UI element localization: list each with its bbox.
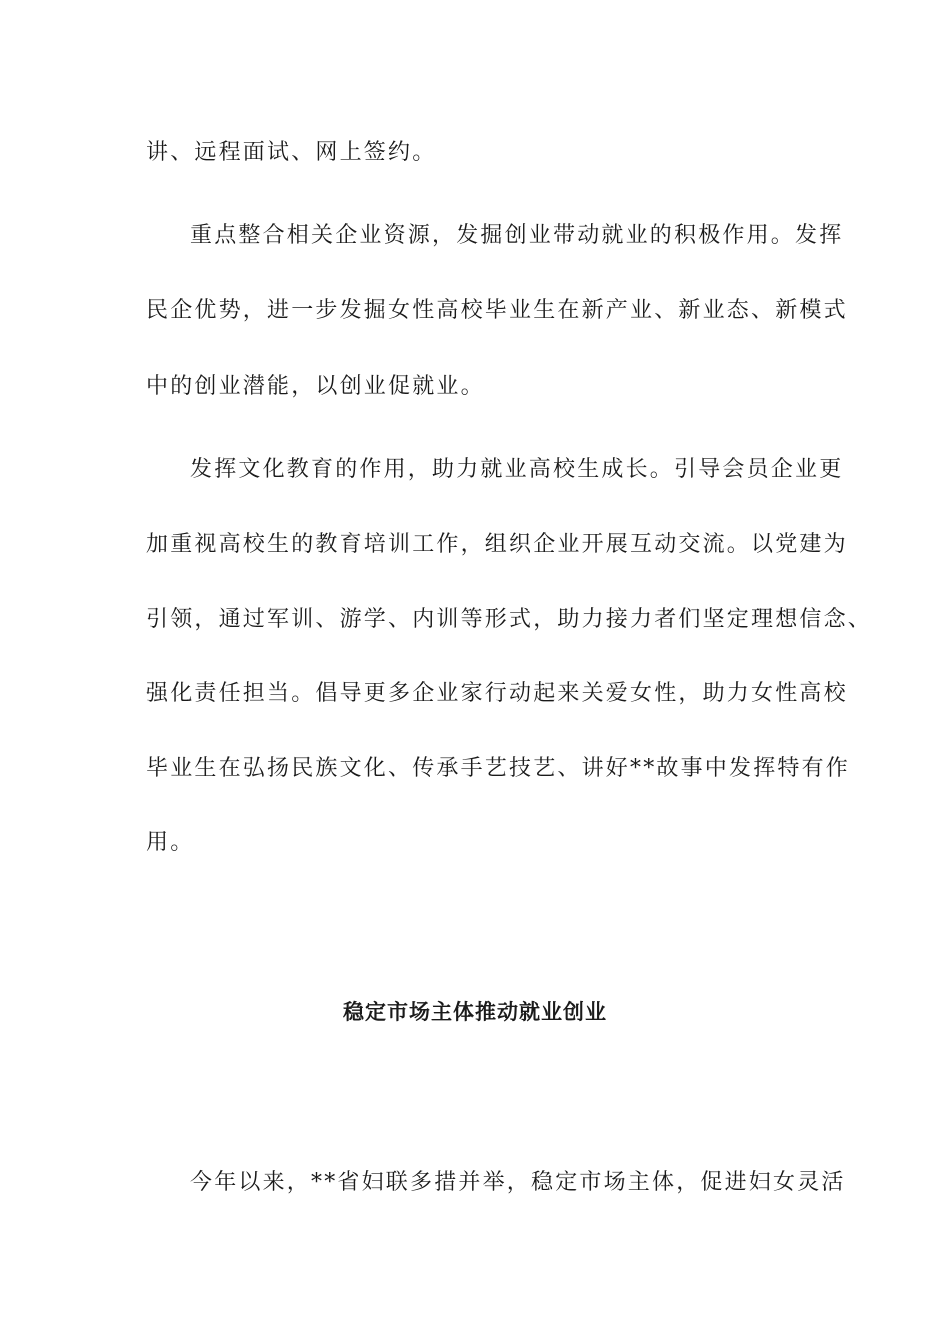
paragraph-3-line-1: 发挥文化教育的作用，助力就业高校生成长。引导会员企业更 xyxy=(190,457,844,482)
paragraph-4-line-1: 今年以来，**省妇联多措并举，稳定市场主体，促进妇女灵活 xyxy=(190,1170,846,1195)
paragraph-3-line-2: 加重视高校生的教育培训工作，组织企业开展互动交流。以党建为 xyxy=(146,532,848,557)
paragraph-2-line-2: 民企优势，进一步发掘女性高校毕业生在新产业、新业态、新模式 xyxy=(146,298,848,323)
paragraph-3-line-6: 用。 xyxy=(146,830,195,855)
paragraph-2-line-3: 中的创业潜能，以创业促就业。 xyxy=(146,374,485,399)
paragraph-2-line-1: 重点整合相关企业资源，发掘创业带动就业的积极作用。发挥 xyxy=(190,223,844,248)
section-heading: 稳定市场主体推动就业创业 xyxy=(343,1000,607,1024)
paragraph-3-line-4: 强化责任担当。倡导更多企业家行动起来关爱女性，助力女性高校 xyxy=(146,681,848,706)
paragraph-1-line-1: 讲、远程面试、网上签约。 xyxy=(146,140,437,165)
paragraph-3-line-5: 毕业生在弘扬民族文化、传承手艺技艺、讲好**故事中发挥特有作 xyxy=(146,756,851,781)
paragraph-3-line-3: 引领，通过军训、游学、内训等形式，助力接力者们坚定理想信念、 xyxy=(146,607,873,632)
